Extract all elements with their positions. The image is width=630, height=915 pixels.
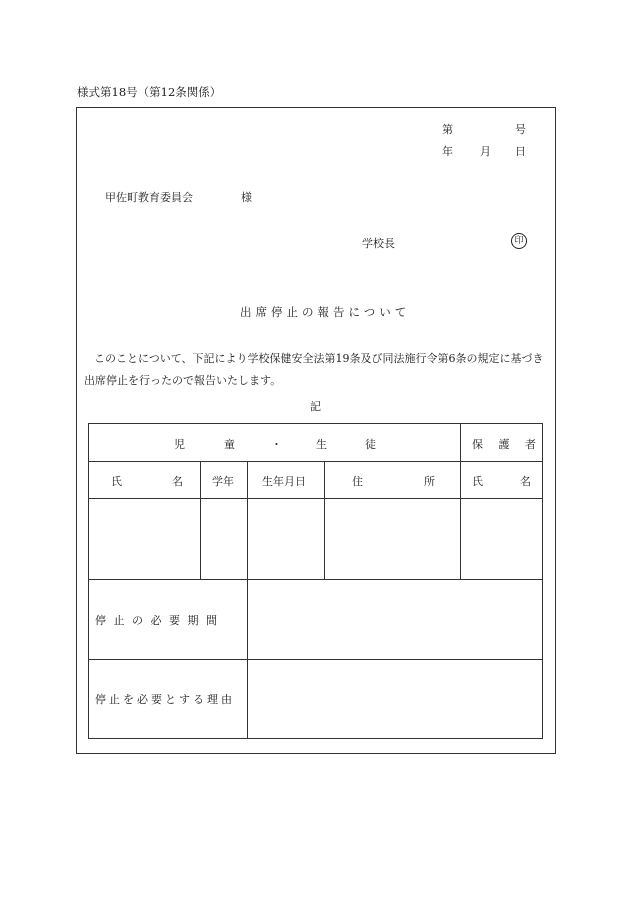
col-address-2: 所 xyxy=(424,475,435,488)
addressee-honorific: 様 xyxy=(241,191,252,204)
table-line-col-grade xyxy=(200,461,201,580)
table-line-row2 xyxy=(88,498,543,499)
row-reason-label: 停止を必要とする理由 xyxy=(95,693,235,706)
doc-number-prefix: 第 xyxy=(442,123,453,136)
body-text: このことについて、下記により学校保健安全法第19条及び同法施行令第6条の規定に基づき出席停止を行ったので報告いたします。 xyxy=(84,352,544,387)
table-line-row4 xyxy=(88,659,543,660)
header-student-dot: ・ xyxy=(271,438,282,451)
col-name-1: 氏 xyxy=(111,475,122,488)
header-student-2: 童 xyxy=(224,438,235,451)
table-line-left xyxy=(88,423,89,739)
date-year-label: 年 xyxy=(442,145,453,158)
row-period-label: 停 止 の 必 要 期 間 xyxy=(95,614,219,627)
document-title: 出席停止の報告について xyxy=(240,305,411,319)
col-name-2: 名 xyxy=(172,475,183,488)
table-line-right xyxy=(542,423,543,739)
header-student-4: 徒 xyxy=(365,438,376,451)
header-student-3: 生 xyxy=(316,438,327,451)
col-guardian-name-1: 氏 xyxy=(472,475,483,488)
header-guardian: 保 護 者 xyxy=(472,438,542,451)
seal-icon: 印 xyxy=(511,233,527,249)
table-line-top xyxy=(88,423,543,424)
table-line-guardian xyxy=(460,423,461,580)
addressee-name: 甲佐町教育委員会 xyxy=(105,191,193,204)
doc-number-suffix: 号 xyxy=(515,123,526,136)
col-guardian-name-2: 名 xyxy=(520,475,531,488)
table-line-col-address xyxy=(324,461,325,580)
sender-title: 学校長 xyxy=(362,237,395,250)
col-address-1: 住 xyxy=(352,475,363,488)
table-line-row3 xyxy=(88,579,543,580)
col-birthdate: 生年月日 xyxy=(262,475,306,488)
date-day-label: 日 xyxy=(515,145,526,158)
date-month-label: 月 xyxy=(480,145,491,158)
table-line-col-birth xyxy=(247,461,248,739)
form-label: 様式第18号（第12条関係） xyxy=(77,85,222,99)
header-student-1: 児 xyxy=(174,438,185,451)
ki-heading: 記 xyxy=(310,400,321,413)
table-line-bottom xyxy=(88,738,543,739)
col-grade: 学年 xyxy=(212,475,234,488)
table-line-row1 xyxy=(88,461,543,462)
